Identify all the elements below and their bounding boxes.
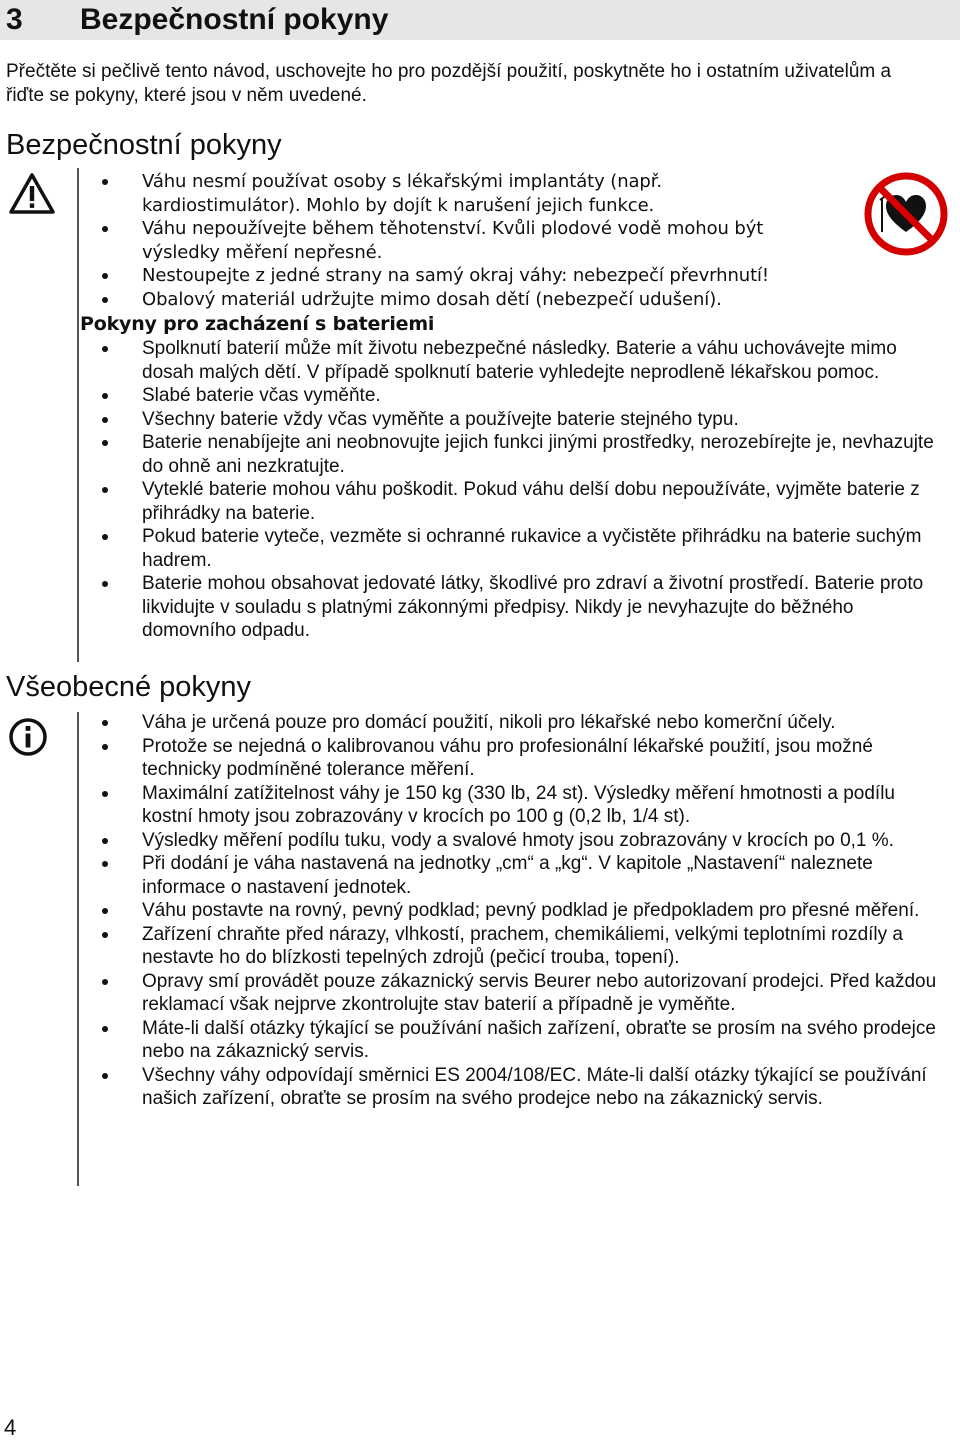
list-item: Zařízení chraňte před nárazy, vlhkostí, prachem, chemikáliemi, velkými teplotními rozdíly a nestavte ho do blízkosti tepelných zdrojů (pečicí trouba, topení).	[80, 923, 950, 970]
list-item: Slabé baterie včas vyměňte.	[80, 384, 940, 408]
warning-triangle-icon	[8, 172, 56, 216]
list-item: Máte-li další otázky týkající se používání našich zařízení, obraťte se prosím na svého prodejce nebo na zákaznický servis.	[80, 1017, 950, 1064]
list-item: Protože se nejedná o kalibrovanou váhu pro profesionální lékařské použití, jsou možné technicky podmíněné tolerance měření.	[80, 735, 950, 782]
list-item: Nestoupejte z jedné strany na samý okraj váhy: nebezpečí převrhnutí!	[80, 264, 820, 288]
list-item: Váhu nesmí používat osoby s lékařskými implantáty (např. kardiostimulátor). Mohlo by dojít k narušení jejich funkce.	[80, 170, 820, 217]
section-title: Bezpečnostní pokyny	[80, 3, 389, 36]
safety-divider-line	[77, 168, 79, 662]
section-header-bar	[0, 0, 960, 40]
list-item: Při dodání je váha nastavená na jednotky „cm“ a „kg“. V kapitole „Nastavení“ naleznete informace o nastavení jednotek.	[80, 852, 950, 899]
safety-list	[80, 170, 820, 311]
info-icon	[8, 717, 48, 757]
general-heading: Všeobecné pokyny	[6, 671, 252, 703]
no-pacemaker-icon	[862, 170, 950, 258]
list-item: Váhu nepoužívejte během těhotenství. Kvůli plodové vodě mohou být výsledky měření nepřesné.	[80, 217, 820, 264]
general-list	[80, 711, 950, 1111]
list-item: Opravy smí provádět pouze zákaznický servis Beurer nebo autorizovaní prodejci. Před každou reklamací však nejprve zkontrolujte stav baterií a případně je vyměňte.	[80, 970, 950, 1017]
general-divider-line	[77, 712, 79, 1186]
list-item: Obalový materiál udržujte mimo dosah dětí (nebezpečí udušení).	[80, 288, 820, 312]
list-item: Maximální zatížitelnost váhy je 150 kg (330 lb, 24 st). Výsledky měření hmotnosti a podílu kostní hmoty jsou zobrazovány v krocích po 100 g (0,2 lb, 1/4 st).	[80, 782, 950, 829]
list-item: Vyteklé baterie mohou váhu poškodit. Pokud váhu delší dobu nepoužíváte, vyjměte baterie z přihrádky na baterie.	[80, 478, 940, 525]
list-item: Váha je určená pouze pro domácí použití, nikoli pro lékařské nebo komerční účely.	[80, 711, 950, 735]
list-item: Výsledky měření podílu tuku, vody a svalové hmoty jsou zobrazovány v krocích po 0,1 %.	[80, 829, 950, 853]
list-item: Všechny baterie vždy včas vyměňte a používejte baterie stejného typu.	[80, 408, 940, 432]
battery-subheading: Pokyny pro zacházení s bateriemi	[80, 313, 435, 335]
list-item: Váhu postavte na rovný, pevný podklad; pevný podklad je předpokladem pro přesné měření.	[80, 899, 950, 923]
list-item: Pokud baterie vyteče, vezměte si ochranné rukavice a vyčistěte přihrádku na baterie suchým hadrem.	[80, 525, 940, 572]
page-number: 4	[4, 1415, 17, 1440]
safety-heading: Bezpečnostní pokyny	[6, 129, 282, 161]
list-item: Všechny váhy odpovídají směrnici ES 2004/108/EC. Máte-li další otázky týkající se používání našich zařízení, obraťte se prosím na svého prodejce nebo na zákaznický servis.	[80, 1064, 950, 1111]
intro-paragraph: Přečtěte si pečlivě tento návod, uschovejte ho pro pozdější použití, poskytněte ho i ostatním uživatelům a řiďte se pokyny, které jsou v něm uvedené.	[6, 61, 892, 106]
list-item: Spolknutí baterií může mít životu nebezpečné následky. Baterie a váhu uchovávejte mimo dosah malých dětí. V případě spolknutí baterie vyhledejte neprodleně lékařskou pomoc.	[80, 337, 940, 384]
battery-list	[80, 337, 940, 643]
list-item: Baterie nenabíjejte ani neobnovujte jejich funkci jinými prostředky, nerozebírejte je, nevhazujte do ohně ani nezkratujte.	[80, 431, 940, 478]
section-number: 3	[6, 3, 23, 36]
list-item: Baterie mohou obsahovat jedovaté látky, škodlivé pro zdraví a životní prostředí. Baterie proto likvidujte v souladu s platnými zákonnými předpisy. Nikdy je nevyhazujte do běžného domovního odpadu.	[80, 572, 940, 643]
